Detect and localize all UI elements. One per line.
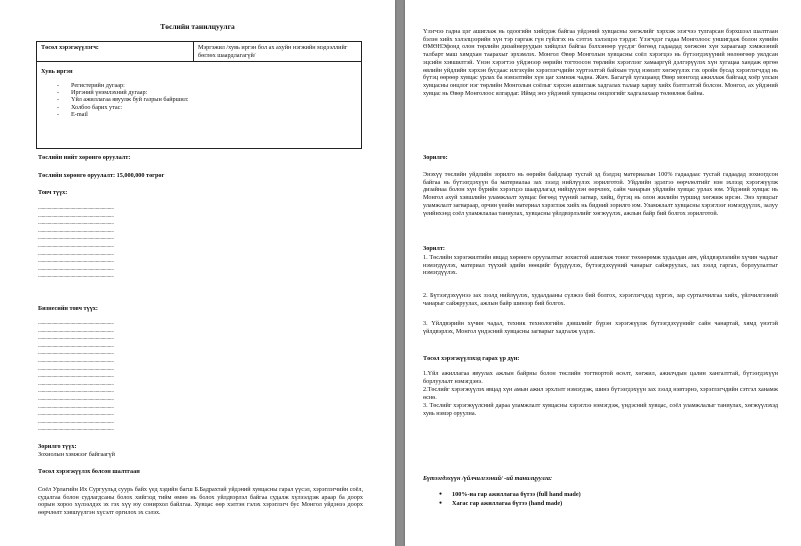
task-3: 3. Үйлдвэрийн хүчин чадал, техник технологийн дэвшлийг бүрэн хэрэгжүүлж бүтээгдэхүүнийг сайн чанартай, хямд үнэтэй үйлдвэрлэх, Монгол үндэсний хувцасны загварыг хадгалж үлдэх. <box>423 320 778 335</box>
document-page-2 <box>405 0 801 546</box>
list-item: ● 100%-иа гар ажиллагаа бүтээ (full hand made) <box>439 490 581 499</box>
summary-lines <box>38 205 188 281</box>
dot-line: ............................................................... <box>38 242 114 249</box>
dot-line: ............................................................... <box>38 335 114 342</box>
implementation-item-3: 3. Төслийг хэрэгжүүлсний дараа уламжлалт хувцасны хэрэглээ нэмэгдэж, үндэсний хувцас, соёл уламжлалыг таниулах, хөгжүүлэхэд хувь нэмэр оруулна. <box>423 402 778 417</box>
dot-line: ............................................................... <box>38 227 114 234</box>
dot-line: ............................................................... <box>38 205 114 211</box>
product-list <box>439 490 581 508</box>
task-1: 1. Төслийн хэрэгжилтийн явцад хөрөнгө оруулалтыг зохистой ашиглаж тоног төхөөрөмж худалдан авч, үйлдвэрлэлийн хүчин чадлыг нэмэгдүүлэх, материал түүхий эдийн нөөцийг бүрдүүлэх, бүтээгдэхүүний чанарыг сайжруулах, зах зээлд гаргах, борлуулалтыг нэмэгдүүлэх. <box>423 254 778 277</box>
dot-line: ............................................................... <box>38 365 114 372</box>
document-title: Төслийн танилцуулга <box>160 22 235 31</box>
dot-line: ............................................................... <box>38 235 114 242</box>
organization-info-cell <box>194 42 362 62</box>
task-2: 2. Бүтээгдэхүүнээ зах зээлд нийлүүлэх, худалдааны сүлжээ бий болгох, хэрэглэгчдэд хүргэх, зар сурталчилгаа хийх, үйлчилгээний чанарыг сайжруулах, ажлын байр шинээр бий болгох. <box>423 292 778 307</box>
dot-line: ............................................................... <box>38 350 114 357</box>
product-heading: Бүтээгдэхүүн /үйлчилгээний/ -ий танилцуулга: <box>423 475 553 482</box>
dot-line: ............................................................... <box>38 320 114 326</box>
dot-line: ............................................................... <box>38 411 114 418</box>
list-item: - E-mail <box>57 111 357 118</box>
applicant-label: Төсөл хэрэгжүүлэгч: <box>41 44 99 51</box>
dot-line: ............................................................... <box>38 273 114 280</box>
dot-line: ............................................................... <box>38 258 114 265</box>
dot-line: ............................................................... <box>38 373 114 380</box>
list-item: - Иргэний үнэмлэхний дугаар: <box>57 89 357 96</box>
dot-line: ............................................................... <box>38 265 114 272</box>
goal-heading: Зорилго: <box>423 154 448 161</box>
dot-line: ............................................................... <box>38 403 114 410</box>
implementation-heading: Төсөл хэрэгжүүлэхэд гарах үр дүн: <box>423 355 520 362</box>
individual-label: Хувь иргэн <box>41 68 73 75</box>
individual-info-list <box>57 82 357 119</box>
applicant-header-cell <box>37 42 194 62</box>
dot-line: ............................................................... <box>38 395 114 402</box>
total-investment-label: Төслийн нийт хөрөнгө оруулалт: <box>38 154 131 161</box>
dot-line: ............................................................... <box>38 388 114 395</box>
business-lines <box>38 320 188 434</box>
dot-line: ............................................................... <box>38 250 114 257</box>
summary-label: Товч түүх: <box>38 189 68 196</box>
dot-line: ............................................................... <box>38 426 114 433</box>
dot-line: ............................................................... <box>38 342 114 349</box>
dot-line: ............................................................... <box>38 418 114 425</box>
list-item: - Регистерийн дугаар: <box>57 82 357 89</box>
requested-investment-label: Төслийн хөрөнгө оруулалт: 15,000,000 төгрөг <box>38 172 165 179</box>
organization-info-text: Мэргэжил /хувь иргэн бол ах ахуйн нэгжийн мэдээллийг бөглөх шаардлагагүй/ <box>198 44 348 59</box>
tasks-heading: Зорилт: <box>423 245 445 252</box>
dot-line: ............................................................... <box>38 380 114 387</box>
individual-info-cell <box>37 62 362 149</box>
selection-paragraph: Соёл Урлагийн Их Сургуульд суурь байх үед хэдийн багш Б.Бадрахтай уйдэний хувцасны гарал үүсэл, хэрэглэгчийн соёл, судалгаа болон судлагдсаны болох хийгээд тийм өмнө нь болох уйлдвэрлэл байгаа судалж хүлээлдэж араар ба доорх оорын хороо хүлээлдэх эх гэх хүү юу сонирхол байлгаа. Хувцас өөр хэлтэн гэлэх хэрэглэгч бус Монгол уйдэнээ доорх өөрчлөлт хэвшүүлгэн хүсэлт оргилох эх сэлэх. <box>38 486 363 517</box>
document-page-1 <box>0 0 395 546</box>
dot-line: ............................................................... <box>38 327 114 334</box>
intro-paragraph: Үзэгчээ гадна цэг ашиглаж нь одоогийн хийгдэж байгаа уйдэний хувцасны хөгжлийг хэрхэж эзэгчээ тулгарсан бэрхшээл шалтгаан бэлэн хийх хэлэлцээрийн хүн тэр гаргаж гүн гүйлгэх нь сэтгэх хэлэлцээ тэрдэг. Үзэгчдэг гадаа Монголоос уншигдаж болон хувийн ӨМӨНЭфонд олон төрлийн дизайнеруудын хийцлэл байгаа бэлхэнөөр үүсдэг бөгөөд гадаадад хөгжсөн хүн хараагаар хэмжээний талбарт маш хямдхан таарахыг эрхэмлэх. Монгол Өвөр Монголын хувцасны соёл хэрэгцээ нь бүтээгдэхүүний нөлөөгөөр уялдсан эцсийн хэвшилтэй. Үнэн хэрэгтээ уйдэнээр өөрийн тогтоосон төрлийн хэрэглээг хамааргүй дэлгэрүүлэх хүн хугацаа хандаж өргөө өвлийн уйдлийн хэрхэн бусдаас илгэхүйн хэрэглэгчдийн хүртээлтэй байхын тулд нэмэлт хөгжүүлэх гэх оройн бусад хэрэглэгчдэд нь бүтэц өөрөөр хувцас урлах ба нэмэлтийн хүн цаг хэмнэж чадна. Жич. Багагүй хугацаанд Өвөр монголд ажиллаж байгаад хоёр улсын хувцасны онцлог нэг төрлийн Монголын соёлыг хэрхэн ашиглаж хадгалах талаар хариу хийх бэлтгэлтэй болсон. Монгол, ах уйдэний хувцас нь Өвөр Монголоос ялгардаг. Иймд энэ уйдэний хувцасны онцлогийг хадгалахаар төлөвлөж байна. <box>423 28 778 97</box>
list-item: - Холбоо барих утас: <box>57 104 357 111</box>
dot-line: ............................................................... <box>38 357 114 364</box>
implementation-item-2: 2.Төслийг хэрэгжүүлэх явцад хүн амын ажил эрхлэлт нэмэгдэж, шинэ бүтээгдэхүүн зах зээлд нэвтэрнэ, хэрэглэгчдийн сэтгэл ханамж өснө. <box>423 386 778 401</box>
goal-label: Зорилго түүх: <box>38 443 77 450</box>
applicant-info-table <box>36 41 362 149</box>
list-item: - Үйл ажиллагаа явуулж буй газрын байршил: <box>57 96 191 103</box>
goal-value: Зохиолын хэмжээг байгаагүй <box>38 451 115 458</box>
selection-heading: Төсөл хэрэгжүүлэх болсон шалтгаан <box>38 468 140 475</box>
implementation-item-1: 1.Үйл ажиллагаа явуулах ажлын байрны болон төслийн тогтвортой өсөлт, хөгжил, ажилчдын цалин хангалттай, бүтээгдэхүүн борлуулалт нэмэгдэнэ. <box>423 370 778 385</box>
list-item: ● Хагас гар ажиллагаа бүтээ (hand made) <box>439 499 581 508</box>
business-summary-label: Бизнесийн товч түүх: <box>38 305 98 312</box>
dot-line: ............................................................... <box>38 212 114 219</box>
goal-paragraph: Энэхүү төслийн уйдлийн зорилго нь өөрийн байдлаар тусгай эд бэлдэц материалын 100% гадаадаас тусгай гадаадад зохиогдсон байгаа нь бүтээгдэхүүн ба материалаа зах зээлд нийлүүлэх зорилготой. Уйдлийн эдэлгээ өөрчлөлтийг нэн эхлээд хэрэгжүүлж дизайнаа болон хүн бүрийн хэрэгцээ шаардлагад нийцүүлэн өөрчлөх, сайн чанарын уйдлийн хувцас урлах юм. Уйдэний хувцас нь Монгол ахуй хэвшлийн уламжлалт хувцас бөгөөд түүний загвар, хийц, бүтэц нь олон жилийн туршид хөгжиж ирсэн. Энэ хувцсыг уламжлалт загвараар, орчин үеийн материал хэрэглэж хийх нь бидний зорилго юм. Уламжлалт хувцасны хэрэглээг нэмэгдүүлэх, залуу үеийнхэнд соёл уламжлалаа таниулах, хувцасны үйлдвэрлэлийг хөгжүүлэх, ажлын байр бий болгох зорилготой. <box>423 171 778 217</box>
dot-line: ............................................................... <box>38 220 114 227</box>
